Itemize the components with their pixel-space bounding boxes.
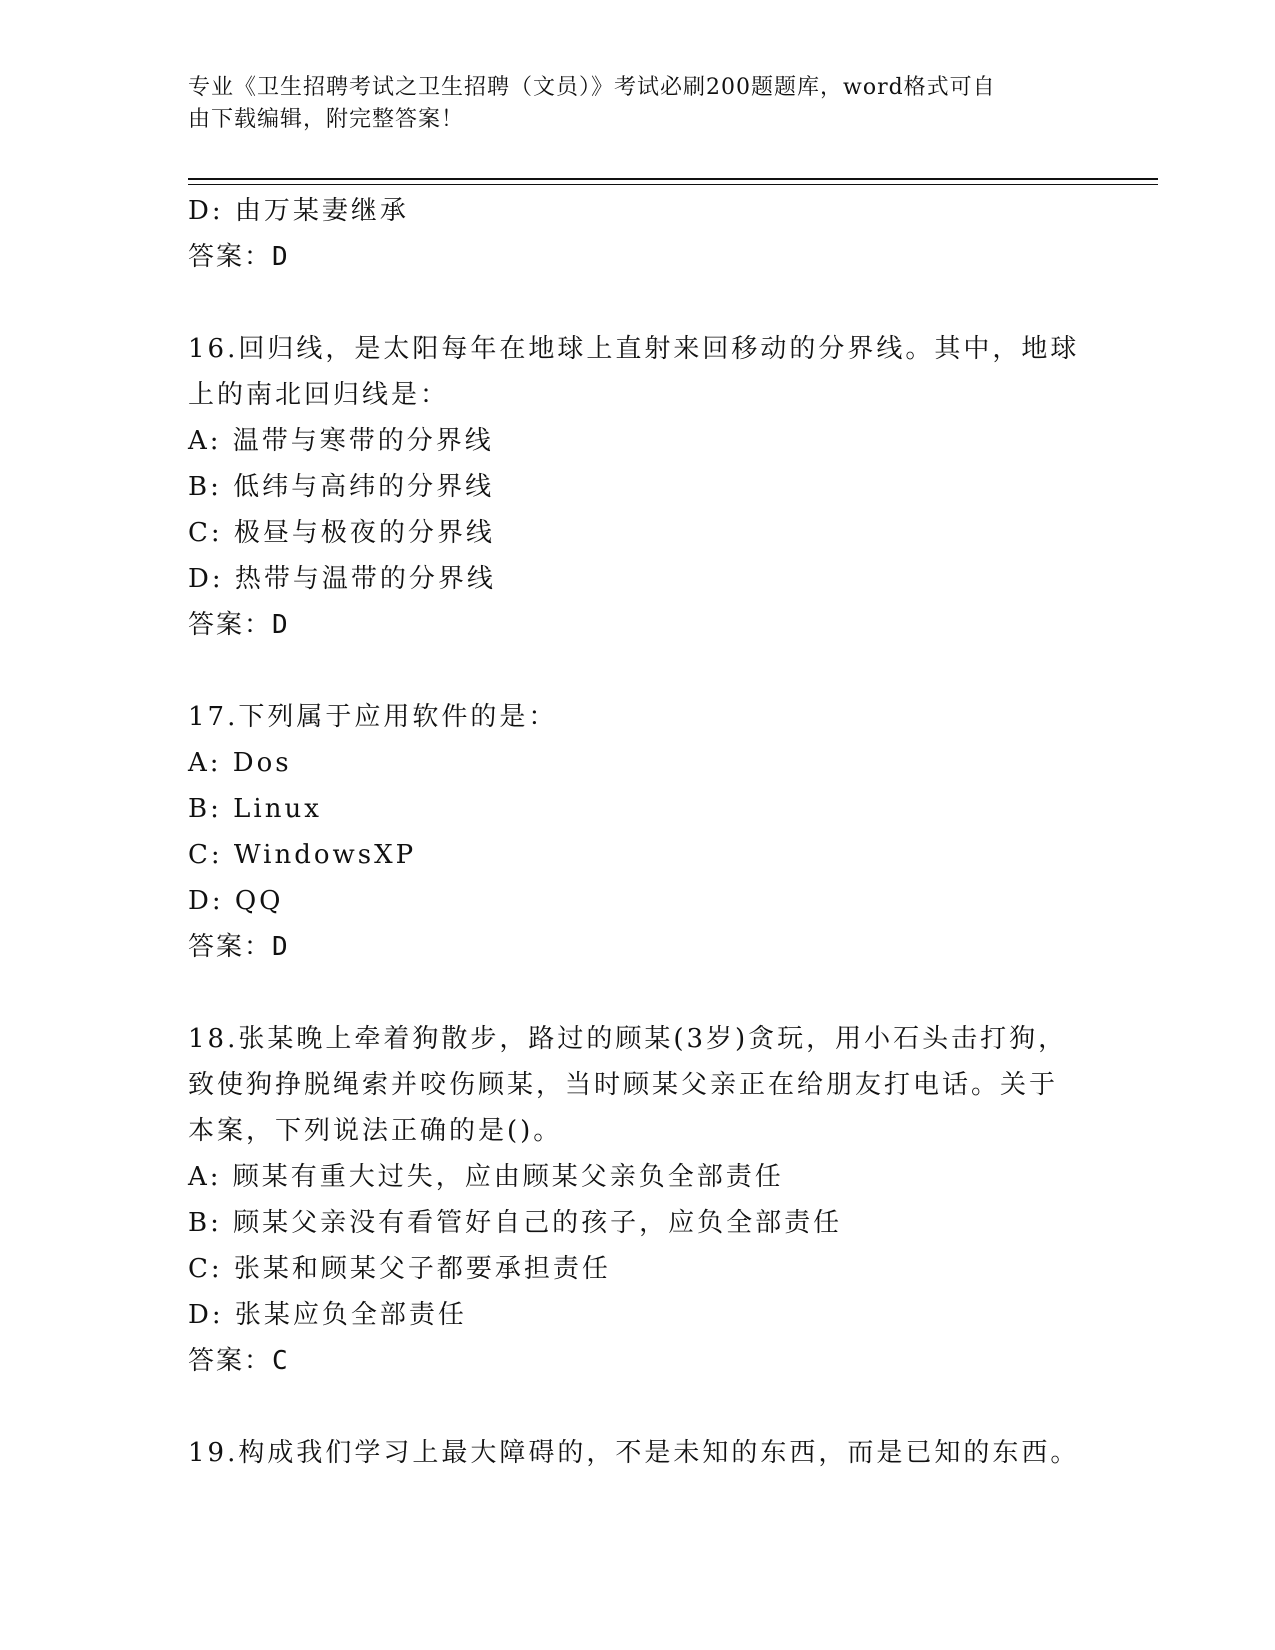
option-d: D: 张某应负全部责任 xyxy=(188,1300,467,1330)
answer-line: 答案：D xyxy=(188,610,290,640)
answer-line: 答案：D xyxy=(188,932,290,962)
option-c: C: 极昼与极夜的分界线 xyxy=(188,518,495,548)
spacer xyxy=(188,280,1088,326)
option-c: C: WindowsXP xyxy=(188,840,417,870)
option-d: D: 由万某妻继承 xyxy=(188,196,409,226)
spacer xyxy=(188,648,1088,694)
answer-line: 答案：D xyxy=(188,242,290,272)
question-block-18 xyxy=(188,1016,1088,1384)
header-line-2: 由下载编辑，附完整答案！ xyxy=(188,107,465,132)
option-c: C: 张某和顾某父子都要承担责任 xyxy=(188,1254,611,1284)
question-text-line: 上的南北回归线是： xyxy=(188,380,450,410)
header-rule-thin xyxy=(188,184,1158,185)
document-body xyxy=(188,188,1088,1476)
option-d: D: QQ xyxy=(188,886,284,916)
question-block-17 xyxy=(188,694,1088,970)
question-text-line: 致使狗挣脱绳索并咬伤顾某，当时顾某父亲正在给朋友打电话。关于 xyxy=(188,1070,1059,1100)
document-header xyxy=(188,72,1088,136)
option-a: A: Dos xyxy=(188,748,292,778)
spacer xyxy=(188,970,1088,1016)
question-text-line: 16.回归线，是太阳每年在地球上直射来回移动的分界线。其中，地球 xyxy=(188,334,1080,364)
question-text-line: 19.构成我们学习上最大障碍的，不是未知的东西，而是已知的东西。 xyxy=(188,1438,1080,1468)
option-a: A: 顾某有重大过失，应由顾某父亲负全部责任 xyxy=(188,1162,784,1192)
spacer xyxy=(188,1384,1088,1430)
question-text-line: 17.下列属于应用软件的是： xyxy=(188,702,558,732)
option-a: A: 温带与寒带的分界线 xyxy=(188,426,494,456)
option-d: D: 热带与温带的分界线 xyxy=(188,564,496,594)
question-block-16 xyxy=(188,326,1088,648)
option-b: B: Linux xyxy=(188,794,322,824)
header-line-1: 专业《卫生招聘考试之卫生招聘（文员）》考试必刷200题题库，word格式可自 xyxy=(188,75,996,100)
question-block-15 xyxy=(188,188,1088,280)
question-block-19 xyxy=(188,1430,1088,1476)
answer-line: 答案：C xyxy=(188,1346,290,1376)
option-b: B: 低纬与高纬的分界线 xyxy=(188,472,495,502)
option-b: B: 顾某父亲没有看管好自己的孩子，应负全部责任 xyxy=(188,1208,843,1238)
question-text-line: 本案，下列说法正确的是()。 xyxy=(188,1116,563,1146)
question-text-line: 18.张某晚上牵着狗散步，路过的顾某(3岁)贪玩，用小石头击打狗， xyxy=(188,1024,1068,1054)
header-rule-thick xyxy=(188,178,1158,180)
